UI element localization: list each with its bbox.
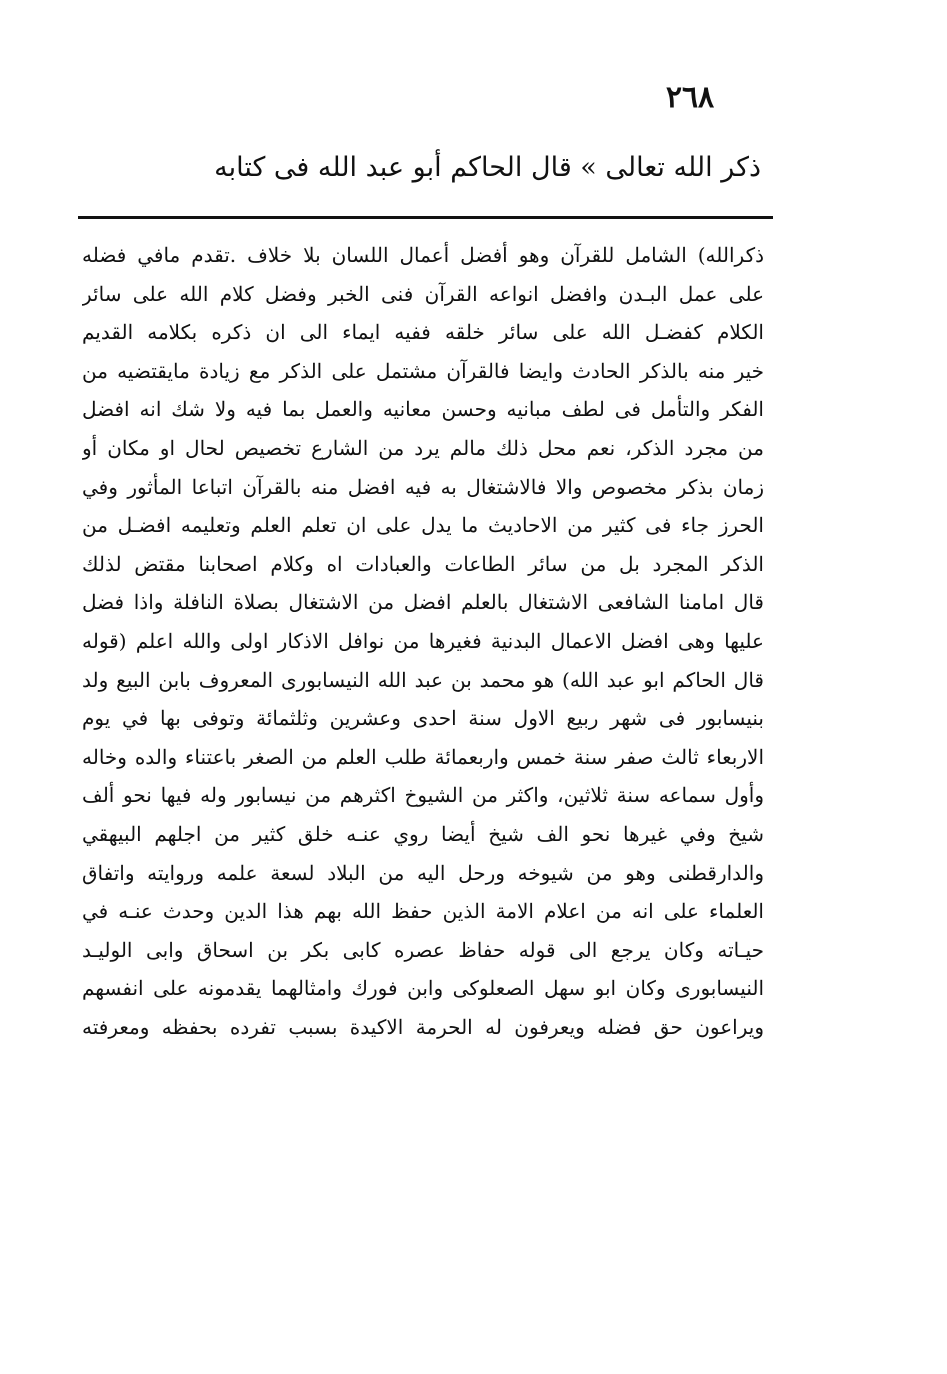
text-line: خير منه بالذكر الحادث وايضا فالقرآن مشتمل على الذكر مع زيادة مايقتضيه من	[82, 358, 764, 383]
text-line: العلماء على انه من اعلام الامة الذين حفظ الله بهم هذا الدين وحدث عنـه في	[82, 899, 764, 924]
text-line: الكلام كفضـل الله على سائر خلقه ففيه ايماء الى ان ذكره بكلامه القديم	[82, 320, 764, 345]
text-line: وأول سماعه سنة ثلاثين، واكثر من الشيوخ اكثرهم من نيسابور وله فيها نحو ألف	[82, 783, 764, 808]
running-header: ذكر الله تعالى » قال الحاكم أبو عبد الله فى كتابه	[214, 152, 761, 183]
page-number: ٢٦٨	[665, 80, 715, 115]
text-line: قال الحاكم ابو عبد الله) هو محمد بن عبد الله النيسابورى المعروف بابن البيع ولد	[82, 667, 764, 692]
text-line: الاربعاء ثالث صفر سنة خمس واربعمائة طلب العلم من الصغر باعتناء والده وخاله	[82, 744, 764, 769]
text-line: والدارقطنى وهو من شيوخه ورحل اليه من البلاد لسعة علمه وروايته واتفاق	[82, 860, 764, 885]
text-line: عليها وهى افضل الاعمال البدنية فغيرها من نوافل الاذكار اولى والله اعلم (قوله	[82, 628, 764, 653]
body-text	[82, 236, 764, 1046]
text-line: ويراعون حق فضله ويعرفون له الحرمة الاكيدة بسبب تفرده بحفظه ومعرفته	[82, 1014, 764, 1039]
text-line: الحرز جاء فى كثير من الاحاديث ما يدل على ان تعلم العلم وتعليمه افضـل من	[82, 513, 764, 538]
header-rule	[78, 216, 773, 219]
text-line: قال امامنا الشافعى الاشتغال بالعلم افضل من الاشتغال بصلاة النافلة واذا فضل	[82, 590, 764, 615]
text-line: النيسابورى وكان ابو سهل الصعلوكى وابن فورك وامثالهما يقدمونه على انفسهم	[82, 976, 764, 1001]
text-line: من مجرد الذكر، نعم محل ذلك مالم يرد من الشارع تخصيص لحال او مكان أو	[82, 435, 764, 460]
text-line: الفكر والتأمل فى لطف مبانيه وحسن معانيه والعمل بما فيه ولا شك انه افضل	[82, 397, 764, 422]
text-line: ذكرالله) الشامل للقرآن وهو أفضل أعمال اللسان بلا خلاف .تقدم مافي فضله	[82, 243, 764, 267]
text-line: حيـاته وكان يرجع الى قوله حفاظ عصره كابى بكر بن اسحاق وابى الوليـد	[82, 937, 764, 962]
text-line: شيخ وفي غيرها نحو الف شيخ أيضا روي عنـه خلق كثير من اجلهم البيهقي	[82, 821, 764, 846]
text-line: الذكر المجرد بل من سائر الطاعات والعبادات اه وكلام اصحابنا مقتض لذلك	[82, 551, 764, 576]
text-line: على عمل البـدن وافضل انواعه القرآن فنى الخبر وفضل كلام الله على سائر	[82, 281, 764, 306]
text-line: بنيسابور فى شهر ربيع الاول سنة احدى وعشرين وثلثمائة وتوفى بها في يوم	[82, 706, 764, 731]
text-line: زمان بذكر مخصوص والا فالاشتغال به فيه افضل منه بالقرآن اتباعا المأثور وفي	[82, 474, 764, 499]
